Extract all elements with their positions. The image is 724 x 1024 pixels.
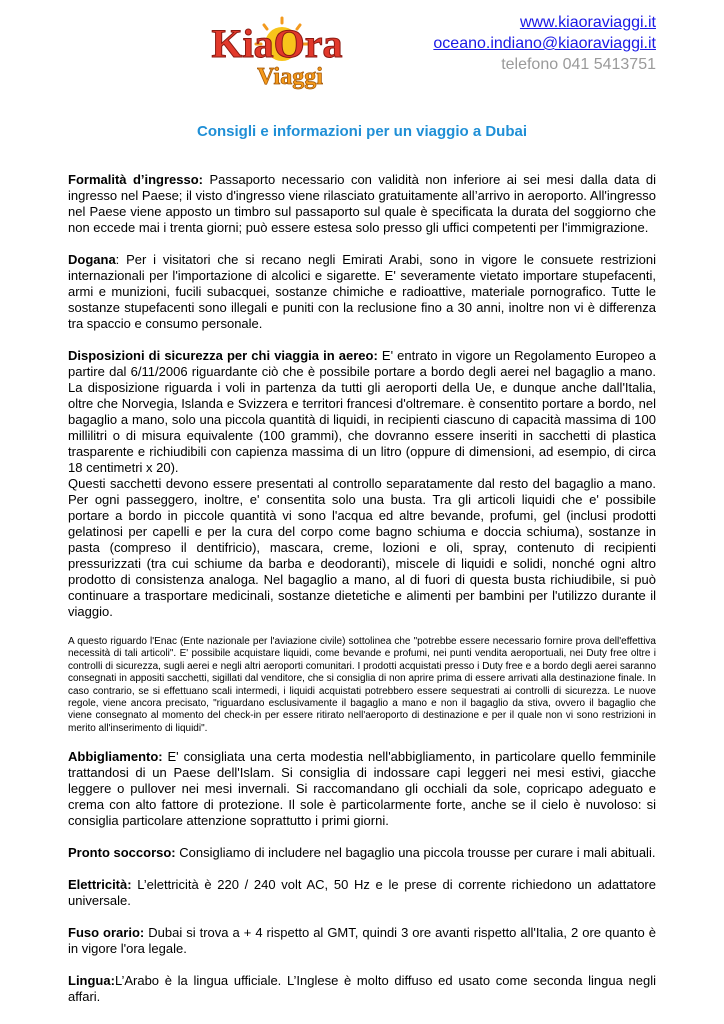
section-heading: Formalità d’ingresso:: [68, 172, 204, 187]
section-abbigliamento: [68, 749, 656, 829]
section-fuso-orario: [68, 925, 656, 957]
section-heading: Disposizioni di sicurezza per chi viaggia in aereo:: [68, 348, 378, 363]
section-sicurezza-continued: Questi sacchetti devono essere presentati al controllo separatamente dal resto del bagaglio a mano. Per ogni passeggero, inoltre, e' consentita solo una busta. Tra gli articoli liquidi che e' possibile portare a bordo in piccole quantità vi sono l'acqua ed altre bevande, profumi, gel (inclusi prodotti gelatinosi per capelli e per la cura del corpo come bagno schiuma e doccia schiuma), sostanze in pasta (compreso il dentifricio), mascara, creme, lozioni e oli, spray, contenuto di recipienti pressurizzati (tra cui schiume da barba e deodoranti), miscele di liquidi e solidi, nonché ogni altro prodotto di consistenza analoga. Nel bagaglio a mano, al di fuori di questa busta richiudibile, si può continuare a trasportare medicinali, sostanze dietetiche e alimenti per bambini per l'utilizzo durante il viaggio.: [68, 476, 656, 619]
section-heading: Abbigliamento:: [68, 749, 163, 765]
email-link[interactable]: oceano.indiano@kiaoraviaggi.it: [433, 35, 656, 52]
section-text: E' entrato in vigore un Regolamento Europeo a partire dal 6/11/2006 riguardante ciò che è possibile portare a bordo degli aerei nel bagaglio a mano. La disposizione riguarda i voli in partenza da tutti gli aeroporti della Ue, e dunque anche dall'Italia, oltre che Norvegia, Islanda e Svizzera e territori francesi d'oltremare. è consentito portare a bordo, nel bagaglio a mano, solo una piccola quantità di liquidi, in recipienti ciascuno di capacità massima di 100 millilitri o di misura equivalente (100 grammi), che dovranno essere inseriti in sacchetti di plastica trasparente e richiudibili con capienza massima di un litro (oppure di dimensioni, ad esempio, di circa 18 centimetri x 20).: [68, 348, 656, 475]
section-formalita: [68, 172, 656, 236]
section-text: Dubai si trova a + 4 rispetto al GMT, quindi 3 ore avanti rispetto all'Italia, 2 ore quanto è in vigore l'ora legale.: [68, 925, 656, 957]
section-text: E' consigliata una certa modestia nell'abbigliamento, in particolare quello femminile trattandosi di un Paese dell'Islam. Si consiglia di indossare capi leggeri nei mesi estivi, giacche leggere o pullover nei mesi invernali. Si raccomandano gli occhiali da sole, copricapo adeguato e crema con alto fattore di protezione. Il sole è particolarmente forte, anche se il cielo è nuvoloso: si consiglia particolare attenzione soprattutto i primi giorni.: [68, 749, 656, 829]
document-body: [68, 172, 656, 1021]
page-header: [0, 0, 724, 110]
section-text: : Per i visitatori che si recano negli Emirati Arabi, sono in vigore le consuete restrizioni internazionali per l'importazione di alcolici e sigarette. E' severamente vietato importare stupefacenti, armi e munizioni, fucili subacquei, sostanze chimiche e radioattive, materiale pornografico. Tutte le sostanze stupefacenti sono illegali e puniti con la reclusione fino a 30 anni, inoltre non vi è differenza tra spaccio e consumo personale.: [68, 252, 656, 331]
kiaora-logo: [190, 12, 365, 94]
section-lingua: [68, 973, 656, 1005]
logo-main-text: KiaOra: [211, 21, 343, 66]
section-heading: Elettricità:: [68, 877, 132, 893]
section-text: Consigliamo di includere nel bagaglio una piccola trousse per curare i mali abituali.: [175, 845, 656, 861]
page-title: Consigli e informazioni per un viaggio a Dubai: [196, 123, 528, 140]
logo-sub-text: Viaggi: [257, 64, 323, 90]
enac-note: A questo riguardo l'Enac (Ente nazionale per l'aviazione civile) sottolinea che "potrebbe essere necessario fornire prova dell'effettiva necessità di tali articoli". E' possibile acquistare liquidi, come bevande e profumi, nei punti vendita aeroportuali, nei Duty free oltre i controlli di sicurezza, sugli aerei e negli altri aeroporti comunitari. I prodotti acquistati presso i Duty free e a bordo degli aerei saranno consegnati in appositi sacchetti, sigillati dal venditore, che si consiglia di non aprire prima di essere arrivati alla destinazione finale. In caso contrario, se si effettuano scali intermedi, i liquidi acquistati potrebbero essere sequestrati ai controlli di sicurezza. Le nuove regole, viene ancora precisato, "riguardano esclusivamente il bagaglio a mano e non il bagaglio da stiva, ovvero il bagaglio che viene consegnato al momento del check-in per essere ritirato nell'aeroporto di destinazione e per il quale non vi sono restrizioni in merito all'inserimento di liquidi".: [68, 636, 656, 734]
section-text: L’elettricità è 220 / 240 volt AC, 50 Hz e le prese di corrente richiedono un adattatore universale.: [68, 877, 656, 909]
section-dogana: [68, 252, 656, 332]
contact-block: [433, 12, 656, 75]
section-heading: Pronto soccorso:: [68, 845, 176, 861]
website-link[interactable]: www.kiaoraviaggi.it: [519, 14, 656, 31]
section-elettricita: [68, 877, 656, 909]
section-text: Passaporto necessario con validità non inferiore ai sei mesi dalla data di ingresso nel Paese; il visto d'ingresso viene rilasciato gratuitamente all’arrivo in aeroporto. All'ingresso nel Paese viene apposto un timbro sul passaporto sul quale è specificata la durata del soggiorno che non eccede mai i trenta giorni; può essere estesa solo presso gli uffici competenti per l'immigrazione.: [68, 172, 656, 235]
section-text: L’Arabo è la lingua ufficiale. L’Inglese è molto diffuso ed usato come seconda lingua negli affari.: [68, 973, 656, 1005]
section-heading: Lingua:: [68, 973, 115, 989]
section-pronto-soccorso: [68, 845, 656, 861]
section-sicurezza: [68, 348, 656, 476]
section-heading: Dogana: [68, 252, 116, 267]
phone-text: telefono 041 5413751: [501, 56, 656, 73]
section-heading: Fuso orario:: [68, 925, 145, 941]
